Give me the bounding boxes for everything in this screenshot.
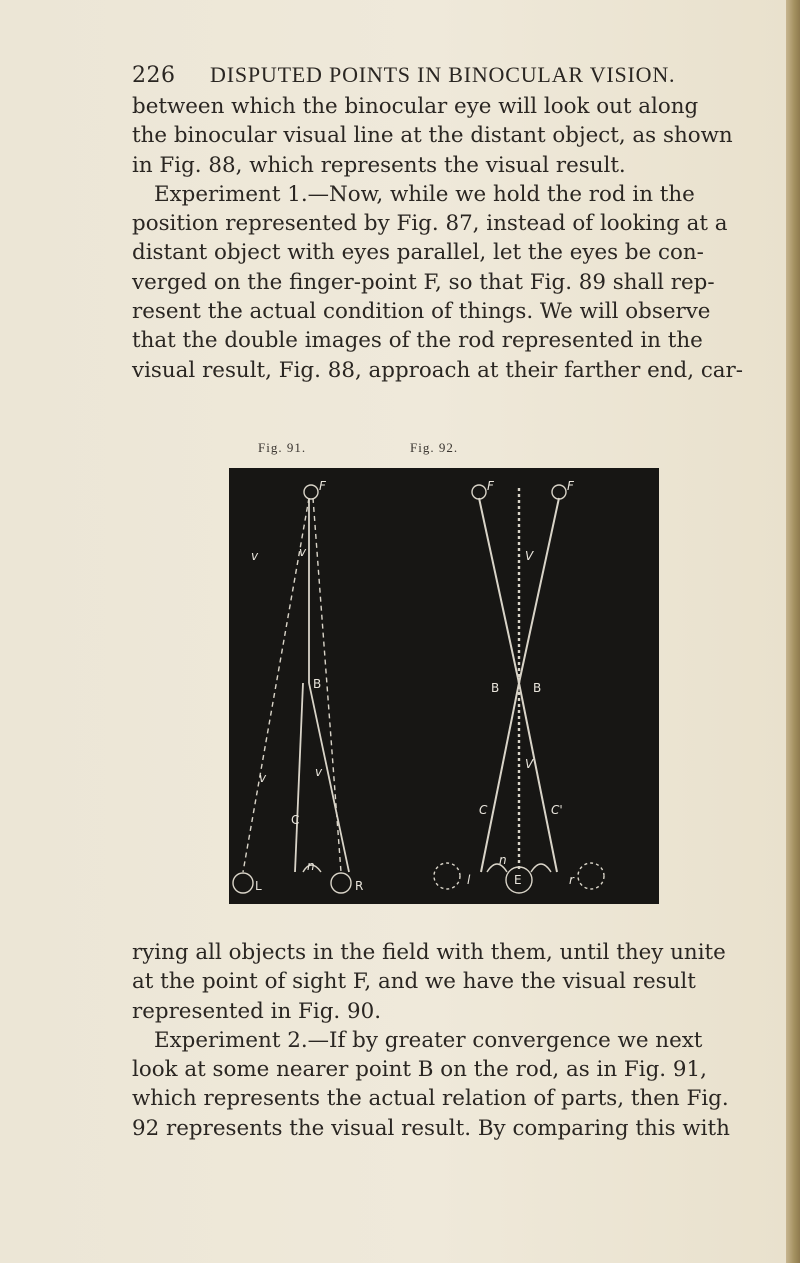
text-line: represented in Fig. 90.	[132, 998, 382, 1024]
fig91-label-f: F	[319, 479, 326, 493]
fig92-rod-lower-right	[519, 683, 557, 872]
text-line: distant object with eyes parallel, let the eyes be con-	[132, 240, 704, 266]
fig91-fixation-point-circle	[304, 485, 318, 499]
text-line: resent the actual condition of things. We will observe	[132, 299, 711, 325]
fig92-label-l: l	[467, 873, 471, 887]
fig91-diagram	[233, 485, 351, 893]
figure-diagram	[229, 468, 659, 904]
fig91-caption: Fig. 91.	[258, 440, 307, 455]
text-line: verged on the finger-point F, so that Fig. 89 shall rep-	[132, 269, 715, 295]
fig92-label-n: n	[499, 853, 507, 867]
text-line: rying all objects in the field with them, until they unite	[132, 940, 726, 965]
fig92-label-r: r	[569, 873, 574, 887]
text-line: 92 represents the visual result. By comparing this with	[132, 1115, 730, 1141]
fig92-left-fixation-circle	[472, 485, 486, 499]
page-number: 226	[132, 63, 176, 88]
fig91-rod-lower-left	[295, 683, 303, 872]
fig92-label-c-prime: C'	[551, 803, 563, 817]
fig92-left-rod-upper	[479, 498, 519, 683]
fig92-left-eye-dashed	[434, 863, 460, 889]
fig92-label-b: B	[491, 681, 500, 695]
fig92-label-f: F	[487, 479, 494, 493]
fig91-label-l: L	[255, 879, 262, 893]
fig92-label-b: B	[533, 681, 542, 695]
text-line: Experiment 2.—If by greater convergence we next	[154, 1027, 703, 1053]
fig91-label-v: v	[299, 545, 307, 559]
fig92-label-v: V	[525, 757, 534, 771]
text-line: which represents the actual relation of parts, then Fig.	[132, 1086, 729, 1112]
fig92-right-eye-dashed	[578, 863, 604, 889]
fig91-left-eye	[233, 873, 253, 893]
fig91-label-v: v	[259, 771, 267, 785]
fig92-diagram	[434, 485, 604, 893]
text-line: Experiment 1.—Now, while we hold the rod in the	[154, 181, 695, 207]
fig91-label-c: C	[291, 813, 300, 827]
fig92-label-f: F	[567, 479, 574, 493]
fig92-label-v: V	[525, 549, 534, 563]
fig92-right-fixation-circle	[552, 485, 566, 499]
text-line: at the point of sight F, and we have the visual result	[132, 969, 696, 995]
fig91-label-v: v	[251, 549, 259, 563]
fig92-label-c: C	[479, 803, 488, 817]
fig92-right-rod-upper	[519, 498, 559, 683]
fig91-label-v: v	[315, 765, 323, 779]
running-head	[132, 62, 692, 88]
fig92-rod-lower-left	[481, 683, 519, 872]
fig92-label-e: E	[514, 873, 522, 887]
fig91-label-n: n	[307, 859, 315, 873]
text-line: between which the binocular eye will look out along	[132, 94, 699, 119]
fig91-right-eye	[331, 873, 351, 893]
paragraph-top	[132, 92, 744, 385]
figure-plate-91-92	[229, 468, 659, 904]
fig92-caption: Fig. 92.	[410, 440, 459, 455]
text-line: visual result, Fig. 88, approach at their farther end, car-	[132, 357, 744, 383]
text-line: in Fig. 88, which represents the visual result.	[132, 152, 626, 178]
text-line: position represented by Fig. 87, instead of looking at a	[132, 211, 728, 237]
text-line: that the double images of the rod represented in the	[132, 328, 703, 354]
running-title: DISPUTED POINTS IN BINOCULAR VISION.	[210, 62, 676, 87]
fig91-label-b: B	[313, 677, 322, 691]
text-line: the binocular visual line at the distant object, as shown	[132, 123, 733, 149]
fig92-right-nose-arc	[531, 864, 551, 872]
text-line: look at some nearer point B on the rod, as in Fig. 91,	[132, 1057, 707, 1083]
paragraph-bottom	[132, 938, 730, 1143]
fig91-label-r: R	[355, 879, 364, 893]
page-edge	[786, 0, 800, 1263]
